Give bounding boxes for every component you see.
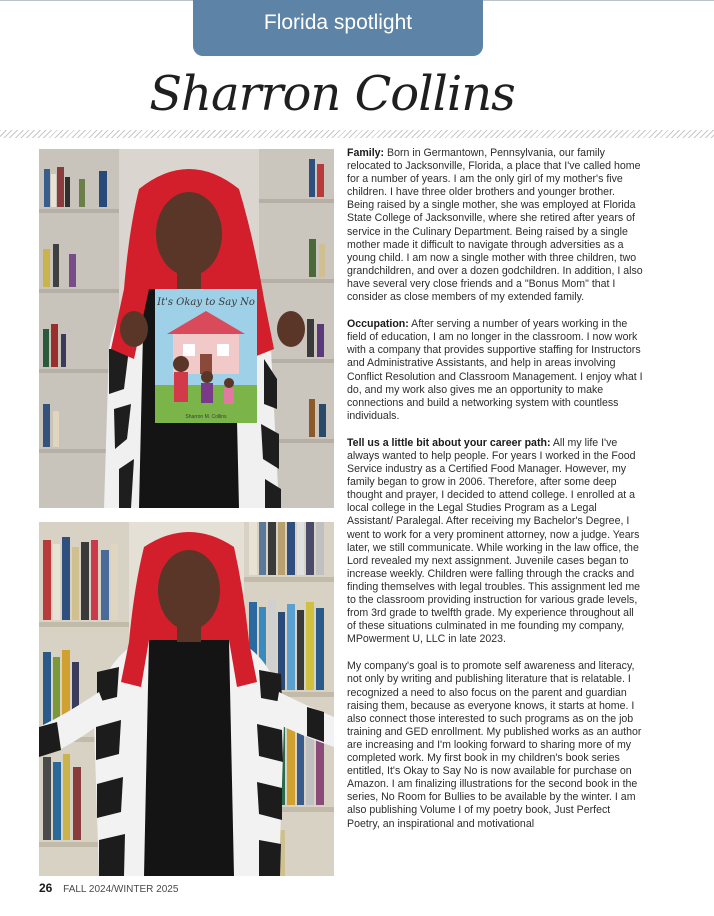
paragraph-company — [347, 660, 643, 830]
article-title: Sharron Collins — [149, 66, 515, 122]
lead-family: Family: — [347, 147, 385, 159]
text-career: All my life I've always wanted to help people. For years I worked in the Food Service industry as a Certified Food Manager. However, my family began to grow in 2006. Therefore, after some deep thought and prayer, I decided to attend college. I enrolled at a local college in the Legal Studies Program as a Legal Assistant/ Paralegal. After receiving my Bachelor's Degree, I went to work for a very prominent attorney, now a judge. Years later, we still communicate. While working in the law office, the Lord revealed my next assignment. Juvenile cases began to increase weekly. Children were falling through the cracks and finding themselves with legal troubles. This assignment led me to the classroom providing instruction for various grade levels, from 3rd grade to twelfth grade. My experience throughout all of these situations culminated in me founding my company, MPowerment U, LLC in late 2023. — [347, 436, 641, 646]
text-occupation: After serving a number of years working in the field of education, I am no longer in the classroom. I now work with a company that provides supportive staffing for Instructors and Administrative Assistants, and help in areas involving Conflict Resolution and Classroom Management. I enjoy what I do, and my work also gives me an opportunity to make connections and build a networking system with countless individuals. — [347, 318, 643, 422]
lead-career: Tell us a little bit about your career path: — [347, 436, 551, 449]
photo-holding-book — [39, 149, 334, 508]
text-company: My company's goal is to promote self awareness and literacy, not only by writing and publishing literature that is relatable. I recognized a need to also focus on the parent and guardian raising them, because as everyone knows, it starts at home. I also connect those interested to such programs as on the job training and GED enrollment. My published works as an author are increasing and I'm looking forward to sharing more of my completed work. My first book in my children's book series entitled, It's Okay to Say No is now available for purchase on Amazon. I am finalizing illustrations for the second book in the series, No Room for Bullies to be available by the winter. I am also publishing Volume I of my poetry book, Just Perfect Poetry, an inspirational and motivational — [347, 660, 642, 830]
text-family: Born in Germantown, Pennsylvania, our family relocated to Jacksonville, Florida, a place that I've called home for a number of years. I am the only girl of my mother's five children. I have three older brothers and younger brother. Being raised by a single mother, she was employed at Florida State College of Jacksonville, where she retired after years of service in the Culinary Department. Being raised by a single mother made it difficult to navigate through adversities as a young child. I am now a single mother with three children, two grandchildren, and over a dozen godchildren. In addition, I also have several very close friends and a "Bonus Mom" that I consider as close members of my extended family. — [347, 147, 643, 304]
photo-standing — [39, 522, 334, 876]
lead-occupation: Occupation: — [347, 318, 409, 331]
hatched-divider — [0, 130, 714, 138]
book-cover-author: Sharron M. Collins — [185, 414, 227, 420]
issue-label: FALL 2024/WINTER 2025 — [63, 884, 179, 895]
section-tab — [193, 0, 483, 56]
page-number: 26 — [39, 881, 53, 895]
section-tab-label: Florida spotlight — [263, 11, 413, 34]
book-cover-title: It's Okay to Say No — [157, 297, 255, 308]
paragraph-family — [347, 147, 643, 304]
article-body — [347, 147, 643, 845]
paragraph-career — [347, 437, 643, 647]
page-footer — [39, 881, 178, 895]
paragraph-occupation — [347, 318, 643, 423]
